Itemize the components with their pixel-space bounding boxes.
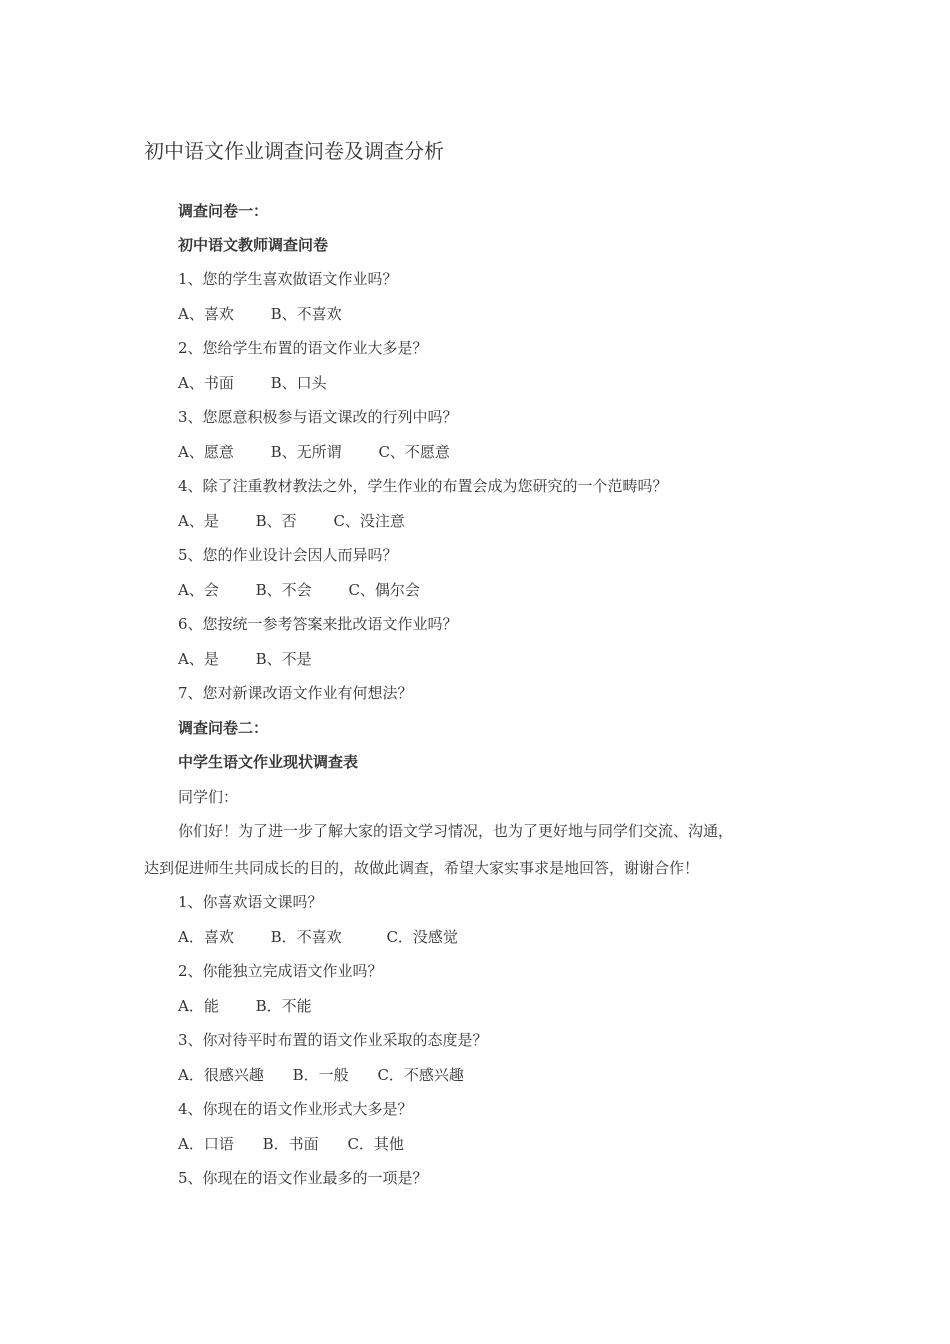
survey2-intro-line1: 你们好！为了进一步了解大家的语文学习情况，也为了更好地与同学们交流、沟通， [178,822,734,840]
option: A、是 [178,650,219,668]
option: C、没注意 [333,512,405,530]
survey1-question-3: 3、您愿意积极参与语文课改的行列中吗？ [178,408,458,426]
option: A．口语 [178,1135,234,1153]
option: B、不喜欢 [270,305,342,323]
survey2-options-2 [178,995,312,1017]
option: C．不感兴趣 [377,1066,464,1084]
option: C．没感觉 [386,928,458,946]
option: B、不会 [255,581,312,599]
survey2-question-3: 3、你对待平时布置的语文作业采取的态度是？ [178,1031,488,1049]
survey1-options-5 [178,579,420,601]
survey1-question-1: 1、您的学生喜欢做语文作业吗？ [178,270,398,288]
survey2-options-4 [178,1133,404,1155]
survey2-question-1: 1、你喜欢语文课吗？ [178,893,323,911]
survey2-question-5: 5、你现在的语文作业最多的一项是？ [178,1169,428,1187]
option: B、无所谓 [270,443,342,461]
survey1-question-6: 6、您按统一参考答案来批改语文作业吗？ [178,615,458,633]
option: B、不是 [255,650,312,668]
survey2-heading: 调查问卷二： [178,719,269,737]
survey1-options-4 [178,510,405,532]
option: B、口头 [270,374,327,392]
option: A、是 [178,512,219,530]
survey2-greeting: 同学们： [178,788,239,806]
survey1-options-6 [178,648,312,670]
option: C．其他 [347,1135,404,1153]
option: A、喜欢 [178,305,234,323]
survey1-options-1 [178,303,342,325]
survey2-options-1 [178,926,458,948]
option: B．一般 [292,1066,349,1084]
survey1-question-2: 2、您给学生布置的语文作业大多是？ [178,339,428,357]
survey1-question-4: 4、除了注重教材教法之外，学生作业的布置会成为您研究的一个范畴吗？ [178,477,668,495]
survey2-intro-line2: 达到促进师生共同成长的目的，故做此调查，希望大家实事求是地回答，谢谢合作！ [144,859,700,877]
option: A、会 [178,581,219,599]
option: B．不喜欢 [270,928,342,946]
survey2-subtitle: 中学生语文作业现状调查表 [178,753,359,771]
survey2-question-4: 4、你现在的语文作业形式大多是？ [178,1100,413,1118]
option: B、否 [255,512,297,530]
option: C、偶尔会 [348,581,420,599]
option: B．书面 [262,1135,319,1153]
option: A．能 [178,997,219,1015]
survey1-question-5: 5、您的作业设计会因人而异吗？ [178,546,398,564]
option: A、愿意 [178,443,234,461]
survey1-options-3 [178,441,450,463]
document-title: 初中语文作业调查问卷及调查分析 [144,139,444,163]
option: B．不能 [255,997,312,1015]
option: A、书面 [178,374,234,392]
option: C、不愿意 [378,443,450,461]
survey1-options-2 [178,372,327,394]
option: A．很感兴趣 [178,1066,264,1084]
survey1-heading: 调查问卷一： [178,202,269,220]
survey2-question-2: 2、你能独立完成语文作业吗？ [178,962,383,980]
survey1-question-7: 7、您对新课改语文作业有何想法？ [178,684,413,702]
survey2-options-3 [178,1064,464,1086]
survey1-subtitle: 初中语文教师调查问卷 [178,236,329,254]
option: A．喜欢 [178,928,234,946]
